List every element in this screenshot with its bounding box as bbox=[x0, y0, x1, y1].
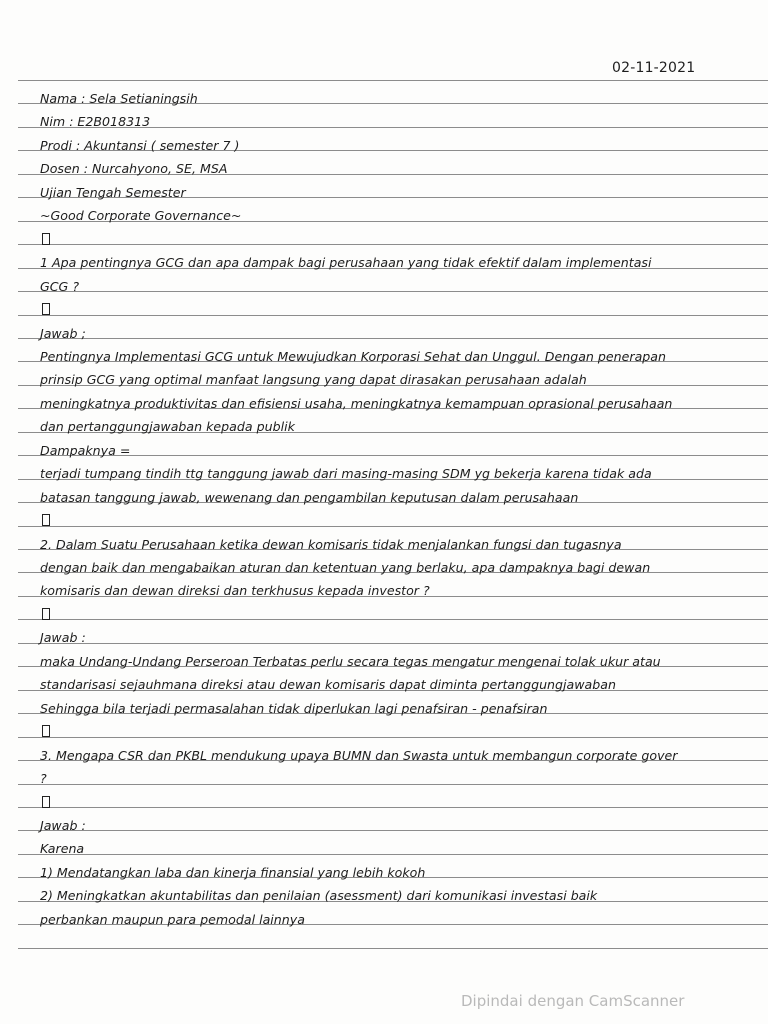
text-line: 2. Dalam Suatu Perusahaan ketika dewan komisaris tidak menjalankan fungsi dan tugasnya bbox=[40, 537, 622, 552]
text-line: 2) Meningkatkan akuntabilitas dan penilaian (asessment) dari komunikasi investasi baik bbox=[40, 888, 598, 903]
empty-box-glyph bbox=[42, 514, 50, 526]
ruled-line bbox=[18, 854, 768, 855]
text-line: ? bbox=[40, 771, 47, 786]
text-line: dan pertanggungjawaban kepada publik bbox=[40, 419, 295, 434]
text-line: Sehingga bila terjadi permasalahan tidak diperlukan lagi penafsiran - penafsiran bbox=[40, 701, 548, 716]
ruled-line bbox=[18, 244, 768, 245]
text-line bbox=[40, 607, 52, 623]
text-line bbox=[40, 724, 52, 740]
text-line: komisaris dan dewan direksi dan terkhusus kepada investor ? bbox=[40, 583, 430, 598]
text-line: Karena bbox=[40, 841, 85, 856]
text-line: terjadi tumpang tindih ttg tanggung jawab dari masing-masing SDM yg bekerja karena tidak ada bbox=[40, 466, 652, 481]
text-line: perbankan maupun para pemodal lainnya bbox=[40, 912, 305, 927]
text-line: Dosen : Nurcahyono, SE, MSA bbox=[40, 161, 228, 176]
empty-box-glyph bbox=[42, 303, 50, 315]
text-line bbox=[40, 513, 52, 529]
text-line: Jawab : bbox=[40, 630, 86, 645]
text-line: batasan tanggung jawab, wewenang dan pengambilan keputusan dalam perusahaan bbox=[40, 490, 579, 505]
text-line: GCG ? bbox=[40, 279, 79, 294]
ruled-line bbox=[18, 619, 768, 620]
ruled-line bbox=[18, 784, 768, 785]
scanner-watermark: Dipindai dengan CamScanner bbox=[461, 992, 685, 1010]
text-line: 1 Apa pentingnya GCG dan apa dampak bagi perusahaan yang tidak efektif dalam implementasi bbox=[40, 255, 652, 270]
text-line bbox=[40, 795, 52, 811]
text-line: 3. Mengapa CSR dan PKBL mendukung upaya BUMN dan Swasta untuk membangun corporate gover bbox=[40, 748, 678, 763]
ruled-line bbox=[18, 80, 768, 81]
text-line: Prodi : Akuntansi ( semester 7 ) bbox=[40, 138, 240, 153]
ruled-line bbox=[18, 338, 768, 339]
text-line: Jawab ; bbox=[40, 326, 86, 341]
text-line: Nim : E2B018313 bbox=[40, 114, 151, 129]
text-line: prinsip GCG yang optimal manfaat langsung yang dapat dirasakan perusahaan adalah bbox=[40, 372, 587, 387]
text-line: dengan baik dan mengabaikan aturan dan ketentuan yang berlaku, apa dampaknya bagi dewan bbox=[40, 560, 651, 575]
ruled-line bbox=[18, 643, 768, 644]
text-line: maka Undang-Undang Perseroan Terbatas perlu secara tegas mengatur mengenai tolak ukur atau bbox=[40, 654, 661, 669]
ruled-line bbox=[18, 948, 768, 949]
empty-box-glyph bbox=[42, 233, 50, 245]
text-line: Ujian Tengah Semester bbox=[40, 185, 186, 200]
text-line: 1) Mendatangkan laba dan kinerja finansial yang lebih kokoh bbox=[40, 865, 426, 880]
empty-box-glyph bbox=[42, 796, 50, 808]
date-header: 02-11-2021 bbox=[612, 60, 696, 76]
text-line: Dampaknya = bbox=[40, 443, 131, 458]
ruled-line bbox=[18, 315, 768, 316]
text-line bbox=[40, 232, 52, 248]
ruled-line bbox=[18, 807, 768, 808]
ruled-line bbox=[18, 830, 768, 831]
empty-box-glyph bbox=[42, 608, 50, 620]
text-line: Jawab : bbox=[40, 818, 86, 833]
ruled-line bbox=[18, 526, 768, 527]
text-line: meningkatnya produktivitas dan efisiensi usaha, meningkatnya kemampuan oprasional perusahaan bbox=[40, 396, 673, 411]
ruled-line bbox=[18, 737, 768, 738]
text-line: Pentingnya Implementasi GCG untuk Mewujudkan Korporasi Sehat dan Unggul. Dengan penerapan bbox=[40, 349, 666, 364]
text-line bbox=[40, 302, 52, 318]
ruled-line bbox=[18, 291, 768, 292]
text-line: ~Good Corporate Governance~ bbox=[40, 208, 242, 223]
text-line: standarisasi sejauhmana direksi atau dewan komisaris dapat diminta pertanggungjawaban bbox=[40, 677, 616, 692]
text-line: Nama : Sela Setianingsih bbox=[40, 91, 198, 106]
ruled-line bbox=[18, 455, 768, 456]
empty-box-glyph bbox=[42, 725, 50, 737]
